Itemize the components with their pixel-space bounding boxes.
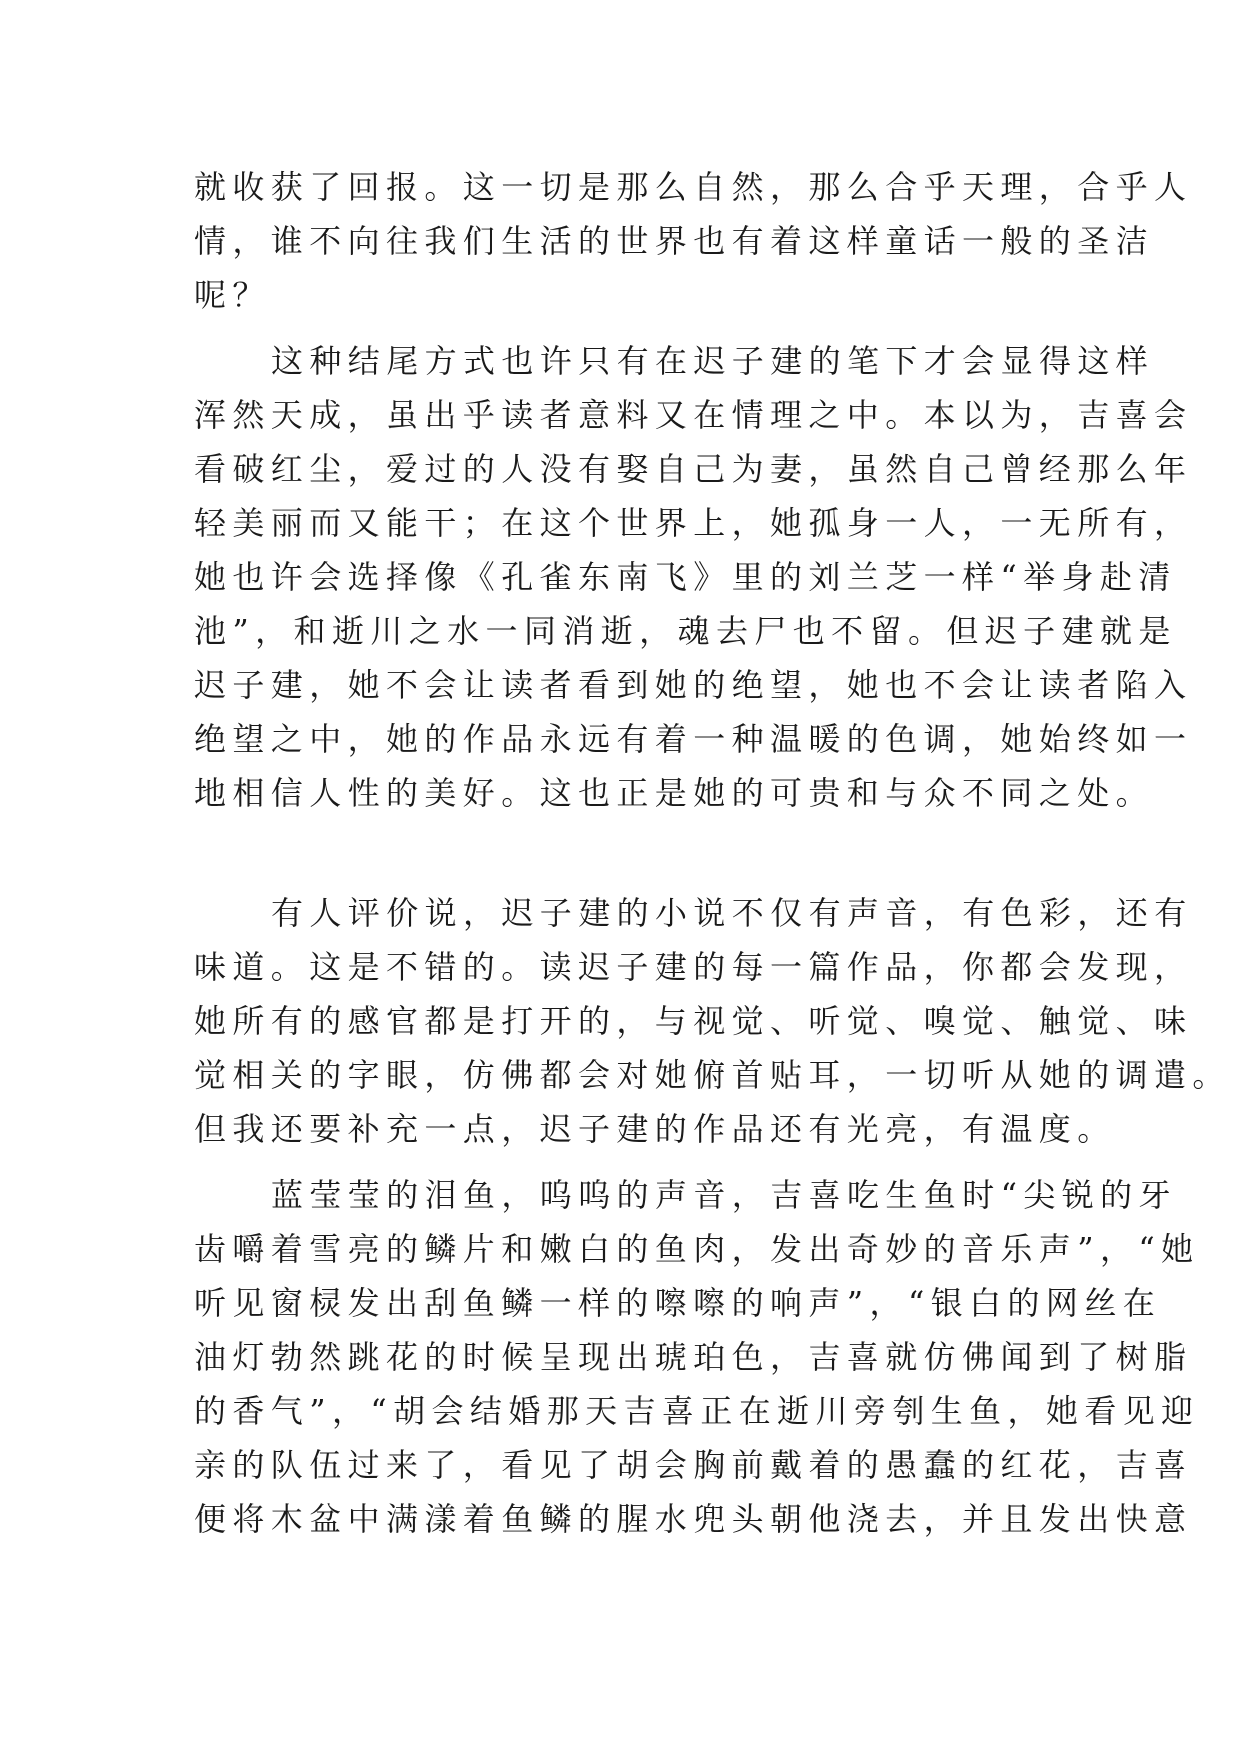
text-line: 油灯勃然跳花的时候呈现出琥珀色，吉喜就仿佛闻到了树脂 [194, 1338, 1193, 1376]
text-line-indented: 这种结尾方式也许只有在迟子建的笔下才会显得这样 [271, 342, 1155, 380]
paragraph-1 [194, 160, 1193, 322]
text-line: 轻美丽而又能干；在这个世界上，她孤身一人，一无所有， [194, 504, 1193, 542]
text-line: 情，谁不向往我们生活的世界也有着这样童话一般的圣洁 [194, 222, 1155, 260]
text-line-indented: 有人评价说，迟子建的小说不仅有声音，有色彩，还有 [271, 894, 1193, 932]
text-line: 地相信人性的美好。这也正是她的可贵和与众不同之处。 [194, 774, 1155, 812]
text-line: 就收获了回报。这一切是那么自然，那么合乎天理，合乎人 [194, 168, 1193, 206]
paragraph-3 [194, 886, 1231, 1156]
text-line: 迟子建，她不会让读者看到她的绝望，她也不会让读者陷入 [194, 666, 1193, 704]
text-line: 觉相关的字眼，仿佛都会对她俯首贴耳，一切听从她的调遣。 [194, 1056, 1231, 1094]
text-line: 齿嚼着雪亮的鳞片和嫩白的鱼肉，发出奇妙的音乐声”，“她 [194, 1230, 1200, 1268]
text-line: 池”，和逝川之水一同消逝，魂去尸也不留。但迟子建就是 [194, 612, 1177, 650]
text-line: 的香气”，“胡会结婚那天吉喜正在逝川旁刳生鱼，她看见迎 [194, 1392, 1200, 1430]
text-line: 听见窗棂发出刮鱼鳞一样的嚓嚓的响声”，“银白的网丝在 [194, 1284, 1162, 1322]
text-line: 她也许会选择像《孔雀东南飞》里的刘兰芝一样“举身赴清 [194, 558, 1177, 596]
text-line-indented: 蓝莹莹的泪鱼，呜呜的声音，吉喜吃生鱼时“尖锐的牙 [271, 1176, 1177, 1214]
text-line: 呢？ [194, 276, 271, 314]
body-text [194, 160, 1231, 1546]
paragraph-4 [194, 1168, 1200, 1546]
text-line: 但我还要补充一点，迟子建的作品还有光亮，有温度。 [194, 1110, 1116, 1148]
paragraph-2 [194, 334, 1193, 874]
text-line: 味道。这是不错的。读迟子建的每一篇作品，你都会发现， [194, 948, 1193, 986]
text-line: 她所有的感官都是打开的，与视觉、听觉、嗅觉、触觉、味 [194, 1002, 1193, 1040]
text-line: 看破红尘，爱过的人没有娶自己为妻，虽然自己曾经那么年 [194, 450, 1193, 488]
text-line: 亲的队伍过来了，看见了胡会胸前戴着的愚蠢的红花，吉喜 [194, 1446, 1193, 1484]
text-line: 便将木盆中满漾着鱼鳞的腥水兜头朝他浇去，并且发出快意 [194, 1500, 1193, 1538]
text-line [194, 820, 1054, 874]
text-line: 浑然天成，虽出乎读者意料又在情理之中。本以为，吉喜会 [194, 396, 1193, 434]
text-line: 绝望之中，她的作品永远有着一种温暖的色调，她始终如一 [194, 720, 1193, 758]
